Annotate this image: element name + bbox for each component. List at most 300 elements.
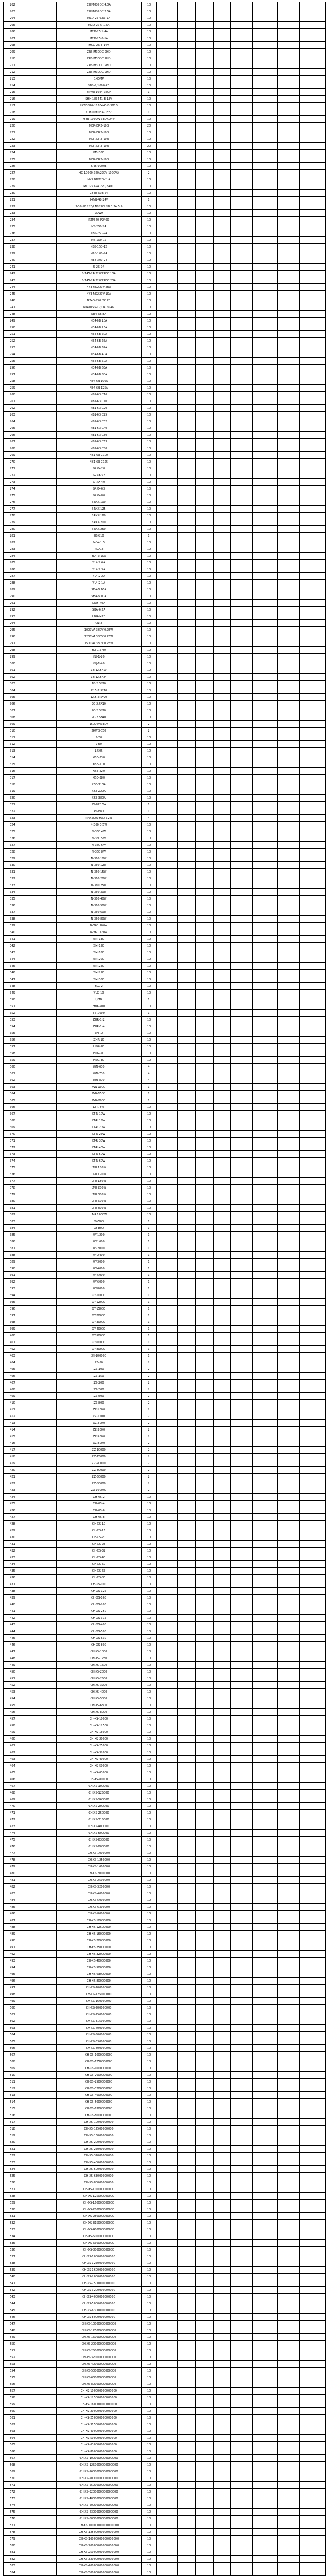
table-cell — [231, 2522, 253, 2529]
table-cell — [253, 1507, 278, 1514]
table-cell — [253, 210, 278, 217]
table-cell — [278, 1837, 300, 1843]
table-cell — [253, 2126, 278, 2132]
table-cell: 10 — [142, 694, 157, 701]
table-cell — [157, 103, 178, 109]
table-cell — [157, 1393, 178, 1400]
table-cell — [300, 2354, 326, 2361]
table-cell — [21, 1608, 57, 1615]
table-row — [3, 2005, 326, 2011]
table-cell — [278, 613, 300, 620]
table-cell — [300, 916, 326, 923]
table-cell: N-360 5W — [57, 835, 142, 842]
table-cell — [300, 2267, 326, 2274]
table-cell — [214, 2354, 231, 2361]
table-cell — [196, 2132, 214, 2139]
table-cell — [300, 1044, 326, 1050]
table-cell — [178, 788, 196, 795]
table-cell — [196, 647, 214, 654]
table-cell — [253, 465, 278, 472]
table-cell — [178, 2126, 196, 2132]
table-cell — [178, 452, 196, 459]
table-cell — [178, 1225, 196, 1232]
table-cell — [300, 1050, 326, 1057]
table-cell — [157, 1427, 178, 1433]
table-cell: 212 — [3, 69, 21, 76]
table-cell: HSG-20 — [57, 1050, 142, 1057]
table-cell — [178, 2132, 196, 2139]
table-cell — [300, 284, 326, 291]
table-cell — [278, 1897, 300, 1904]
table-cell — [157, 1366, 178, 1373]
table-cell: 351 — [3, 1003, 21, 1010]
table-cell — [253, 486, 278, 492]
table-cell — [231, 1790, 253, 1796]
table-cell — [253, 2502, 278, 2509]
table-cell — [278, 1144, 300, 1151]
table-row — [3, 2159, 326, 2166]
table-cell: 10 — [142, 2300, 157, 2307]
table-cell: CH-XS-250000000000000 — [57, 2415, 142, 2421]
table-cell — [214, 1877, 231, 1884]
table-cell — [253, 842, 278, 849]
table-cell — [278, 970, 300, 976]
table-cell — [231, 1386, 253, 1393]
table-cell — [231, 1124, 253, 1131]
table-cell — [178, 15, 196, 22]
table-cell — [214, 2, 231, 8]
table-cell — [178, 1212, 196, 1218]
table-cell — [178, 1850, 196, 1857]
table-cell: 10 — [142, 2159, 157, 2166]
table-cell — [253, 2065, 278, 2072]
table-cell: 495 — [3, 1971, 21, 1978]
table-cell — [300, 2186, 326, 2193]
table-cell: CH-XS-630000 — [57, 1837, 142, 1843]
table-row — [3, 1924, 326, 1931]
table-cell — [21, 620, 57, 627]
table-cell — [196, 1615, 214, 1622]
table-cell — [157, 795, 178, 802]
table-cell — [178, 2058, 196, 2065]
table-cell — [214, 297, 231, 304]
table-cell — [231, 1144, 253, 1151]
table-cell — [300, 923, 326, 929]
table-cell — [21, 1238, 57, 1245]
table-cell — [157, 2052, 178, 2058]
table-cell — [300, 1729, 326, 1736]
table-cell — [178, 1003, 196, 1010]
table-cell: 377 — [3, 1178, 21, 1185]
table-cell — [196, 264, 214, 271]
table-cell — [278, 2428, 300, 2435]
table-cell — [178, 331, 196, 338]
table-cell — [196, 1353, 214, 1359]
table-cell — [231, 1359, 253, 1366]
table-cell: 10 — [142, 1554, 157, 1561]
table-cell — [21, 1897, 57, 1904]
table-cell — [300, 203, 326, 210]
table-cell — [278, 573, 300, 580]
table-cell — [278, 828, 300, 835]
table-cell — [21, 1722, 57, 1729]
table-cell — [300, 2146, 326, 2153]
table-cell: 10 — [142, 492, 157, 499]
table-cell — [253, 1615, 278, 1622]
table-row — [3, 439, 326, 445]
table-cell: CH-XS-40000000000000000 — [57, 2563, 142, 2569]
table-cell — [214, 748, 231, 754]
table-row — [3, 2509, 326, 2516]
table-cell — [253, 1292, 278, 1299]
table-cell — [253, 593, 278, 600]
table-cell — [214, 1333, 231, 1339]
table-cell — [196, 2153, 214, 2159]
table-row — [3, 2032, 326, 2038]
table-cell: 10 — [142, 1803, 157, 1810]
table-cell — [300, 1937, 326, 1944]
table-cell — [196, 2032, 214, 2038]
table-cell — [253, 600, 278, 607]
table-cell — [253, 1924, 278, 1931]
table-cell — [278, 1447, 300, 1454]
table-cell — [278, 392, 300, 398]
table-cell — [21, 2334, 57, 2341]
table-cell: 10 — [142, 1850, 157, 1857]
table-cell — [231, 1306, 253, 1312]
table-cell — [21, 2347, 57, 2354]
table-cell — [253, 701, 278, 707]
table-cell — [196, 1010, 214, 1017]
table-row — [3, 2247, 326, 2253]
table-cell: 204 — [3, 15, 21, 22]
table-cell — [21, 687, 57, 694]
table-cell — [231, 2099, 253, 2105]
table-cell — [278, 1548, 300, 1554]
table-cell — [157, 2079, 178, 2085]
table-cell — [214, 2509, 231, 2516]
table-cell — [21, 1151, 57, 1158]
table-cell — [253, 1655, 278, 1662]
table-cell — [300, 1870, 326, 1877]
table-cell — [300, 1568, 326, 1575]
table-cell — [253, 1017, 278, 1023]
table-cell — [253, 768, 278, 775]
table-cell — [157, 1487, 178, 1494]
table-cell — [300, 1306, 326, 1312]
table-cell: MS-100-12 — [57, 237, 142, 244]
table-cell: 312 — [3, 741, 21, 748]
table-cell — [253, 580, 278, 586]
table-cell: 1 — [142, 1097, 157, 1104]
table-cell — [231, 277, 253, 284]
table-cell — [178, 1084, 196, 1091]
table-cell — [196, 1124, 214, 1131]
table-cell — [253, 1588, 278, 1595]
table-cell — [21, 949, 57, 956]
table-cell — [253, 136, 278, 143]
table-cell — [178, 1541, 196, 1548]
table-cell — [278, 1050, 300, 1057]
table-row — [3, 1501, 326, 1507]
table-row — [3, 2092, 326, 2099]
table-cell — [21, 2509, 57, 2516]
table-cell — [214, 1595, 231, 1601]
table-row — [3, 1648, 326, 1655]
table-cell: 10 — [142, 479, 157, 486]
table-cell: 376 — [3, 1171, 21, 1178]
table-cell: 1200VA 380V 0.25W — [57, 633, 142, 640]
table-cell — [196, 2314, 214, 2321]
table-cell — [253, 748, 278, 754]
table-cell — [278, 976, 300, 983]
table-cell: 10 — [142, 1769, 157, 1776]
table-cell — [157, 1232, 178, 1238]
table-cell — [178, 2549, 196, 2556]
table-cell: 225 — [3, 156, 21, 163]
table-row — [3, 1904, 326, 1911]
table-cell: PS-820 5A — [57, 802, 142, 808]
table-cell — [253, 492, 278, 499]
table-cell — [157, 1615, 178, 1622]
table-cell — [253, 633, 278, 640]
table-cell — [157, 842, 178, 849]
table-cell — [157, 49, 178, 55]
table-cell — [196, 1494, 214, 1501]
table-cell — [21, 183, 57, 190]
table-cell — [196, 2563, 214, 2569]
table-cell: 519 — [3, 2132, 21, 2139]
table-cell — [157, 338, 178, 344]
table-cell — [214, 728, 231, 734]
table-cell — [253, 244, 278, 250]
table-cell — [21, 176, 57, 183]
table-cell — [231, 2032, 253, 2038]
table-cell — [21, 76, 57, 82]
table-cell — [21, 2341, 57, 2347]
table-cell: 10 — [142, 963, 157, 970]
table-cell — [21, 2179, 57, 2186]
table-cell: XY-5000 — [57, 1272, 142, 1279]
table-cell — [196, 1689, 214, 1695]
table-cell — [231, 143, 253, 150]
table-cell — [300, 1514, 326, 1521]
table-cell — [300, 1850, 326, 1857]
table-cell — [196, 1501, 214, 1507]
table-cell: CH-XS-10000000000000 — [57, 2321, 142, 2327]
table-cell — [178, 1494, 196, 1501]
table-cell — [157, 1541, 178, 1548]
table-cell — [214, 170, 231, 176]
table-cell — [21, 1077, 57, 1084]
table-cell — [300, 418, 326, 425]
table-cell — [21, 230, 57, 237]
table-cell — [278, 1662, 300, 1669]
table-cell — [196, 862, 214, 869]
table-cell — [178, 2462, 196, 2468]
table-cell — [214, 1541, 231, 1548]
table-cell — [196, 318, 214, 324]
table-cell: 10 — [142, 1017, 157, 1023]
table-cell — [178, 2321, 196, 2327]
table-cell: MDR-DR2-10B — [57, 136, 142, 143]
table-cell — [231, 2153, 253, 2159]
table-cell — [253, 2307, 278, 2314]
table-cell — [21, 2468, 57, 2475]
table-cell: NE4-6B 20A — [57, 331, 142, 338]
table-cell — [196, 351, 214, 358]
table-cell: 471 — [3, 1810, 21, 1816]
table-cell — [253, 1205, 278, 1212]
table-cell — [253, 1971, 278, 1978]
table-cell — [178, 2166, 196, 2173]
table-cell — [300, 633, 326, 640]
table-cell — [278, 365, 300, 371]
table-cell — [178, 721, 196, 728]
table-cell — [21, 573, 57, 580]
table-cell — [157, 1346, 178, 1353]
table-cell — [214, 1292, 231, 1299]
table-cell — [157, 2374, 178, 2381]
table-cell: 10 — [142, 849, 157, 855]
table-cell: ZZ-80000 — [57, 1480, 142, 1487]
table-cell — [278, 1097, 300, 1104]
table-cell — [196, 237, 214, 244]
table-cell: 295 — [3, 627, 21, 633]
table-cell — [21, 42, 57, 49]
table-cell: CH-XS-40 — [57, 1554, 142, 1561]
table-cell — [278, 2065, 300, 2072]
table-cell — [278, 896, 300, 902]
table-cell — [214, 1447, 231, 1454]
table-cell: MCA-2 — [57, 546, 142, 553]
table-cell: 10 — [142, 176, 157, 183]
table-cell: 560 — [3, 2408, 21, 2415]
table-cell — [300, 2347, 326, 2354]
table-cell: L-50S — [57, 748, 142, 754]
table-cell: ZHR-1-4 — [57, 1023, 142, 1030]
table-cell — [253, 1911, 278, 1917]
table-cell — [157, 1144, 178, 1151]
table-cell — [300, 2435, 326, 2442]
table-cell — [278, 1648, 300, 1655]
table-cell: 561 — [3, 2415, 21, 2421]
table-cell — [214, 1756, 231, 1763]
table-cell: 240 — [3, 257, 21, 264]
table-cell — [157, 445, 178, 452]
table-cell — [178, 714, 196, 721]
table-cell: 549 — [3, 2334, 21, 2341]
table-cell: 493 — [3, 1958, 21, 1964]
table-cell — [231, 613, 253, 620]
table-cell: N-360 8W — [57, 849, 142, 855]
table-cell: 10 — [142, 647, 157, 654]
table-cell — [278, 620, 300, 627]
table-cell: NE4-6B 125A — [57, 385, 142, 392]
table-cell — [253, 2361, 278, 2368]
table-cell: 271 — [3, 465, 21, 472]
table-cell — [157, 1763, 178, 1769]
table-cell: HC13826-1830440-8-3810 — [57, 103, 142, 109]
table-cell — [196, 2388, 214, 2395]
table-cell: HNK-200 — [57, 1003, 142, 1010]
table-cell: LT-R 800W — [57, 1205, 142, 1212]
table-cell — [157, 129, 178, 136]
table-cell — [253, 1749, 278, 1756]
table-cell — [214, 560, 231, 566]
table-cell — [214, 1144, 231, 1151]
table-cell — [178, 1729, 196, 1736]
table-row — [3, 190, 326, 197]
table-cell — [21, 1117, 57, 1124]
table-cell — [196, 808, 214, 815]
table-cell: SRKX-80 — [57, 492, 142, 499]
table-cell — [157, 1339, 178, 1346]
table-cell — [21, 1911, 57, 1917]
table-cell — [214, 2536, 231, 2542]
table-cell: 10 — [142, 1581, 157, 1588]
table-cell — [253, 123, 278, 129]
table-cell: 404 — [3, 1359, 21, 1366]
table-cell — [21, 1265, 57, 1272]
table-cell — [178, 2092, 196, 2099]
table-cell — [300, 1985, 326, 1991]
table-cell — [300, 1480, 326, 1487]
table-cell — [196, 1783, 214, 1790]
table-cell — [157, 519, 178, 526]
table-cell — [178, 2563, 196, 2569]
table-row — [3, 1857, 326, 1864]
table-cell — [300, 2206, 326, 2213]
table-cell — [253, 2226, 278, 2233]
table-cell — [231, 425, 253, 432]
table-cell — [278, 2179, 300, 2186]
table-cell — [196, 1709, 214, 1716]
table-cell: 572 — [3, 2489, 21, 2495]
table-cell: 548 — [3, 2327, 21, 2334]
table-cell — [196, 2220, 214, 2226]
table-cell — [231, 2146, 253, 2153]
table-cell: XSE-220 — [57, 768, 142, 775]
table-row — [3, 1601, 326, 1608]
table-cell — [157, 754, 178, 761]
table-cell — [21, 1070, 57, 1077]
table-cell — [231, 2388, 253, 2395]
table-cell: 10 — [142, 1171, 157, 1178]
table-cell — [157, 936, 178, 943]
table-cell — [300, 2462, 326, 2468]
table-cell — [300, 2247, 326, 2253]
table-cell: 20-2.5*40 — [57, 714, 142, 721]
table-cell: 10 — [142, 452, 157, 459]
table-row — [3, 1803, 326, 1810]
table-cell — [231, 123, 253, 129]
table-cell — [253, 1635, 278, 1642]
table-cell — [157, 1561, 178, 1568]
table-cell — [253, 2139, 278, 2146]
table-cell: 280 — [3, 526, 21, 533]
table-cell: CH-XS-80000000000 — [57, 2179, 142, 2186]
table-row — [3, 1729, 326, 1736]
table-cell — [300, 1790, 326, 1796]
table-cell — [231, 2253, 253, 2260]
table-cell — [300, 1931, 326, 1937]
table-cell — [21, 970, 57, 976]
table-cell: 473 — [3, 1823, 21, 1830]
table-cell — [157, 1474, 178, 1480]
table-cell — [214, 2502, 231, 2509]
table-cell — [278, 1386, 300, 1393]
